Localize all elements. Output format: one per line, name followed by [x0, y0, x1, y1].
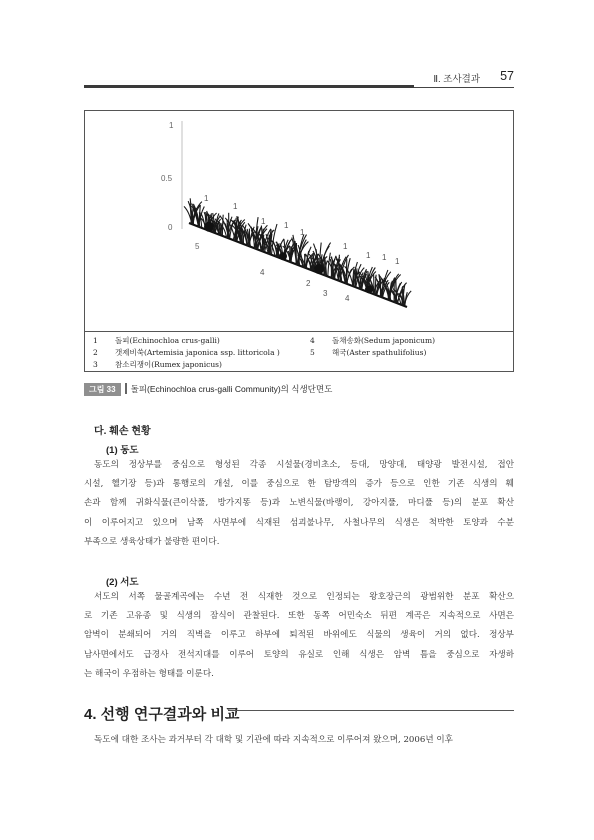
plant-species-label: 1: [284, 221, 289, 230]
paragraph-line: 독도에 대한 조사는 과거부터 각 대학 및 기관에 따라 지속적으로 이루어져 왔으며, 2006년 이후: [94, 735, 453, 745]
paragraph-line: 암벽이 분쇄되어 거의 직벽을 이루고 하부에 퇴적된 바위에도 식물의 생육이 거의 없다. 정상부: [84, 630, 514, 641]
legend-item-1: 1 돌피(Echinochloa crus-galli): [93, 336, 220, 345]
rosette-plant: [314, 264, 324, 274]
paragraph-line: 이 이루어지고 있으며 남쪽 사면부에 식재된 섬괴불나무, 사철나무의 식생은 척박한 토양과 수분: [84, 517, 514, 528]
legend-item-2: 2 갯제비쑥(Artemisia japonica ssp. littoricola ): [93, 348, 280, 357]
plant-species-label: 1: [366, 251, 371, 260]
paragraph-line: 부족으로 생육상태가 불량한 편이다.: [84, 536, 220, 547]
vegetation-profile-figure: [84, 110, 514, 332]
caption-divider: [125, 383, 127, 394]
figure-number-badge: 그림 33: [84, 383, 121, 396]
paragraph-line: 동도의 정상부를 중심으로 형성된 각종 시설물(경비초소, 등대, 망양대, 태양광 발전시설, 접안: [94, 460, 514, 470]
plant-species-label: 4: [345, 294, 350, 303]
plant-species-label: 3: [323, 289, 328, 298]
paragraph-line: 남사면에서도 급경사 전석지대를 이루어 토양의 유실로 인해 식생은 암벽 틈을 중심으로 자생하: [84, 649, 514, 660]
section-heading-comparison: 4. 선행 연구결과와 비교: [84, 706, 240, 723]
plant-species-label: 1: [261, 217, 266, 226]
paragraph-line: 시설, 헬기장 등)과 통행로의 개설, 이를 중심으로 한 탐방객의 증가 등으로 인한 기존 식생의 훼: [84, 479, 514, 490]
paragraph-dongdo: [84, 456, 514, 552]
axis-label-top: 1: [169, 121, 174, 130]
running-header: [84, 70, 514, 86]
legend-item-4: 4 돌채송화(Sedum japonicum): [310, 336, 436, 345]
plant-species-label: 1: [343, 242, 348, 251]
page-number: 57: [500, 69, 514, 83]
caption-text: 돌피(Echinochloa crus-galli Community)의 식생단면도: [130, 384, 333, 394]
figure-legend: [84, 332, 514, 372]
scale-number: 5: [195, 242, 200, 251]
rosette-plant: [365, 285, 373, 293]
running-title: Ⅱ. 조사결과: [433, 74, 480, 85]
legend-item-3: 3 참소리쟁이(Rumex japonicus): [93, 360, 222, 369]
figure-caption: [84, 383, 332, 397]
plant-species-label: 4: [260, 268, 265, 277]
vegetation-profile-diagram: [85, 111, 515, 333]
plant-species-label: 2: [306, 279, 311, 288]
plant-silhouettes: [184, 198, 411, 305]
header-bar: [84, 85, 414, 88]
section-rule: [228, 710, 514, 711]
paragraph-comparison: [84, 731, 514, 750]
paragraph-line: 는 해국이 우점하는 형태를 이룬다.: [84, 668, 214, 679]
paragraph-line: 서도의 서쪽 물골계곡에는 수년 전 식재한 것으로 인정되는 왕호장근의 광범위한 분포 확산으: [94, 592, 514, 602]
plant-species-label: 1: [382, 253, 387, 262]
paragraph-line: 손과 함께 귀화식물(큰이삭풀, 방가지똥 등)과 노변식물(바랭이, 강아지풀, 마디풀 등)의 분포 확산: [84, 498, 514, 509]
plant-species-label: 1: [204, 194, 209, 203]
rosette-plant: [204, 222, 214, 232]
paragraph-seodo: [84, 588, 514, 684]
subheading-dongdo: (1) 동도: [106, 445, 139, 456]
axis-label-bottom: 0: [168, 223, 173, 232]
axis-label-mid: 0.5: [161, 174, 173, 183]
plant-species-label: 1: [300, 228, 305, 237]
subheading-seodo: (2) 서도: [106, 577, 139, 588]
section-heading-damage: 다. 훼손 현황: [94, 426, 151, 437]
paragraph-line: 로 기존 고유종 및 식생의 잠식이 관찰된다. 또한 동쪽 어민숙소 뒤편 계곡은 지속적으로 사면은: [84, 611, 514, 622]
legend-item-5: 5 해국(Aster spathulifolius): [310, 348, 427, 357]
plant-species-label: 1: [395, 257, 400, 266]
rosette-plant: [279, 252, 287, 260]
plant-species-label: 1: [233, 202, 238, 211]
